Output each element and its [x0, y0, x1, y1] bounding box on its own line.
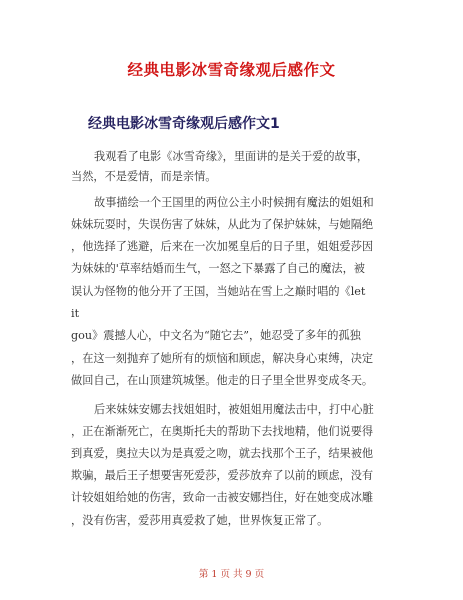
- body-line: ，没有伤害，爱莎用真爱救了她，世界恢复正常了。: [71, 514, 329, 527]
- body-line: 误认为怪物的他分开了王国，当她站在雪上之巅时唱的《let: [71, 285, 366, 298]
- body-line: ，在这一刻抛弃了她所有的烦恼和顾虑，解决身心束缚，决定: [71, 352, 374, 365]
- body-line: 后来妹妹安娜去找姐姐时，被姐姐用魔法击中，打中心脏: [94, 403, 374, 416]
- body-line: ，他选择了逃避，后来在一次加冕皇后的日子里，姐姐爱莎因: [71, 240, 374, 253]
- body-line: 妹妹玩耍时，失误伤害了妹妹，从此为了保护妹妹，与她隔绝: [71, 218, 374, 231]
- section-heading: 经典电影冰雪奇缘观后感作文1: [88, 116, 280, 132]
- body-line: 当然，不是爱情，而是亲情。: [71, 170, 217, 183]
- body-line: ，正在渐渐死亡，在奥斯托夫的帮助下去找地精，他们说要得: [71, 425, 374, 438]
- body-line: 计较姐姐给她的伤害，致命一击被安娜挡住，好在她变成冰雕: [71, 491, 374, 504]
- document-title: 经典电影冰雪奇缘观后感作文: [127, 61, 336, 79]
- page-indicator: 第 1 页 共 9 页: [198, 569, 265, 580]
- body-line: 我观看了电影《冰雪奇缘》，里面讲的是关于爱的故事，: [94, 150, 369, 163]
- body-line: 做回自己，在山顶建筑城堡。他走的日子里全世界变成冬天。: [71, 374, 374, 387]
- body-line: 到真爱，奥拉夫以为是真爱之吻，就去找那个王子，结果被他: [71, 447, 374, 460]
- body-line: gou》震撼人心，中文名为“随它去”，她忍受了多年的孤独: [71, 329, 361, 342]
- body-line: 欺骗，最后王子想要害死爱莎，爱莎放弃了以前的顾虑，没有: [71, 469, 374, 482]
- body-line: 为妹妹的'草率结婚而生气，一怒之下暴露了自己的魔法，被: [71, 262, 365, 275]
- body-line: it: [71, 307, 80, 320]
- body-line: 故事描绘一个王国里的两位公主小时候拥有魔法的姐姐和: [94, 196, 374, 209]
